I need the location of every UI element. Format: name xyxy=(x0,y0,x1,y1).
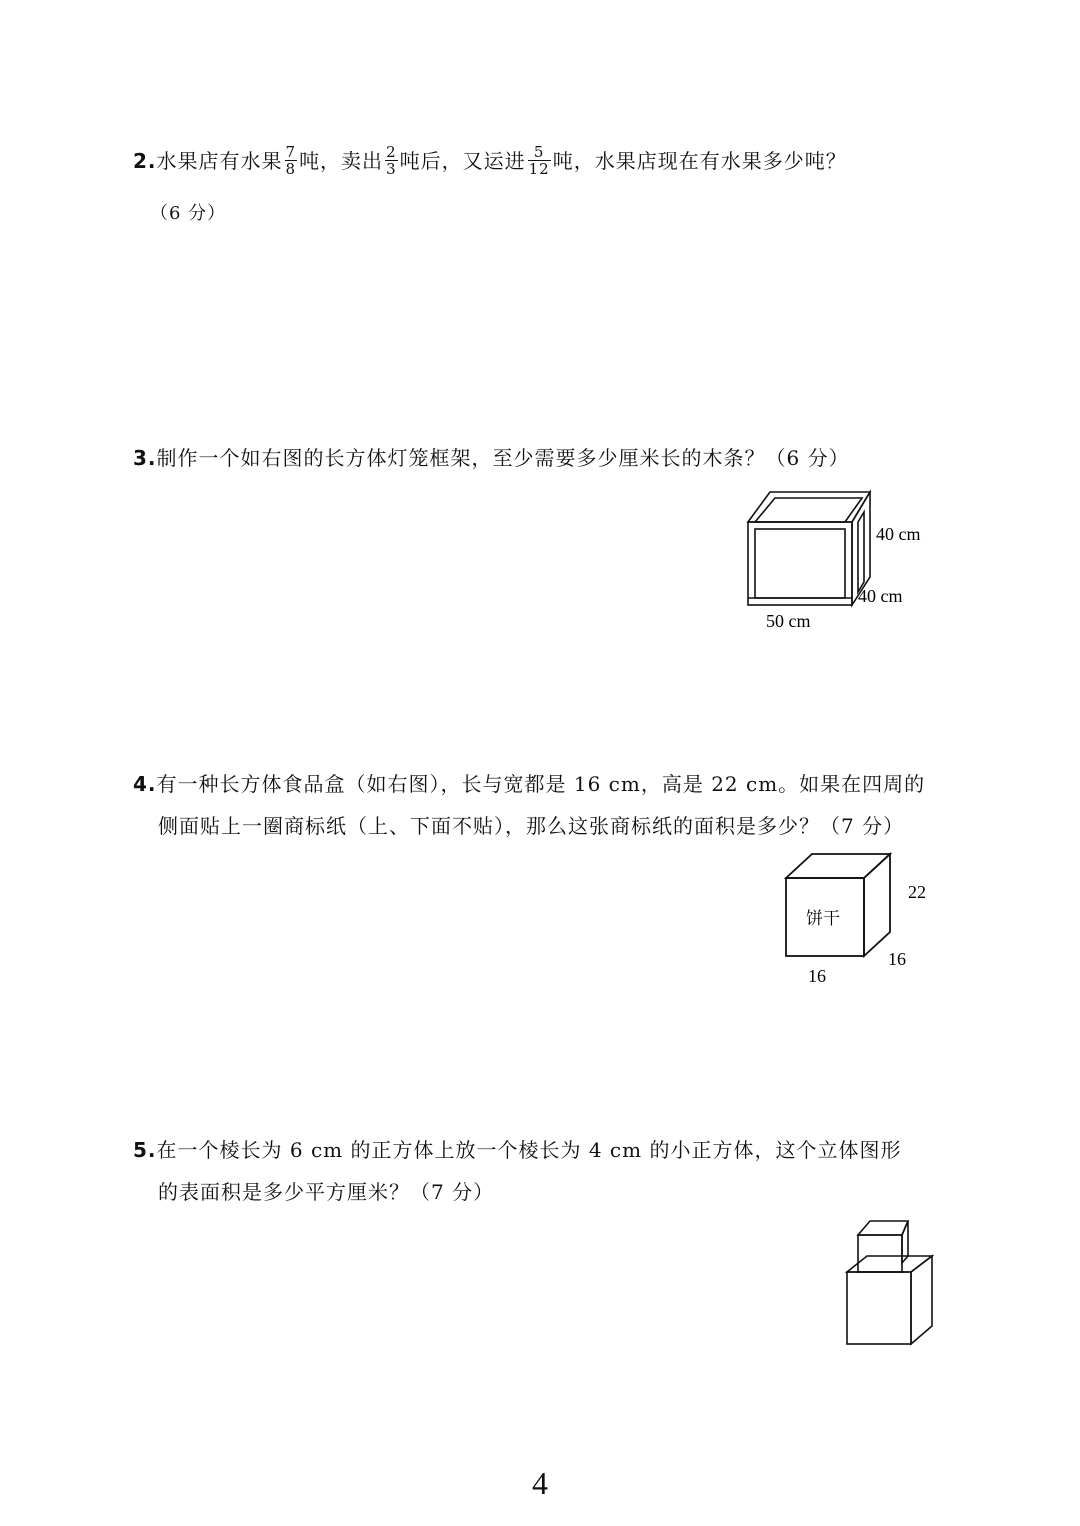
question-2-points: （6 分） xyxy=(150,203,227,224)
question-4-line-1-text: 有一种长方体食品盒（如右图），长与宽都是 16 cm，高是 22 cm。如果在四周的 xyxy=(156,772,926,796)
question-2-line-1 xyxy=(133,143,847,179)
biscuit-box-figure xyxy=(780,850,960,990)
figure-4-width-label: 16 xyxy=(808,966,826,986)
question-3-number: 3. xyxy=(133,446,157,470)
question-5-number: 5. xyxy=(133,1138,157,1162)
question-2-text-c: 吨后，又运进 xyxy=(399,149,526,173)
question-2-text-a: 水果店有水果 xyxy=(156,149,283,173)
figure-3-width-label: 50 cm xyxy=(766,611,811,631)
question-5-line-2: 的表面积是多少平方厘米？（7 分） xyxy=(158,1180,495,1204)
figure-3-depth-label: 40 cm xyxy=(858,586,903,606)
question-2-text-d: 吨，水果店现在有水果多少吨？ xyxy=(552,149,847,173)
question-2-text-b: 吨，卖出 xyxy=(299,149,384,173)
question-4-line-1 xyxy=(133,770,925,798)
fraction-7-8: $\frac{7}{8}$ xyxy=(285,143,297,178)
fraction-5-12: $\frac{5}{12}$ xyxy=(528,143,550,178)
lantern-frame-figure xyxy=(740,482,960,632)
fraction-2-3: $\frac{2}{3}$ xyxy=(386,143,397,178)
question-3-line-1 xyxy=(133,444,850,472)
figure-4-box-label: 饼干 xyxy=(806,909,840,929)
question-4-line-2: 侧面贴上一圈商标纸（上、下面不贴），那么这张商标纸的面积是多少？（7 分） xyxy=(158,814,905,838)
question-5-line-1-text: 在一个棱长为 6 cm 的正方体上放一个棱长为 4 cm 的小正方体，这个立体图形 xyxy=(156,1138,902,1162)
question-3-text: 制作一个如右图的长方体灯笼框架，至少需要多少厘米长的木条？（6 分） xyxy=(156,446,850,470)
figure-3-height-label: 40 cm xyxy=(876,524,921,544)
page-number: 4 xyxy=(532,1465,548,1501)
question-5-line-1 xyxy=(133,1136,901,1164)
figure-4-depth-label: 16 xyxy=(888,949,906,969)
question-4-number: 4. xyxy=(133,772,157,796)
figure-4-height-label: 22 xyxy=(908,882,926,902)
question-2-number: 2. xyxy=(133,149,157,173)
stacked-cubes-figure xyxy=(840,1215,950,1355)
